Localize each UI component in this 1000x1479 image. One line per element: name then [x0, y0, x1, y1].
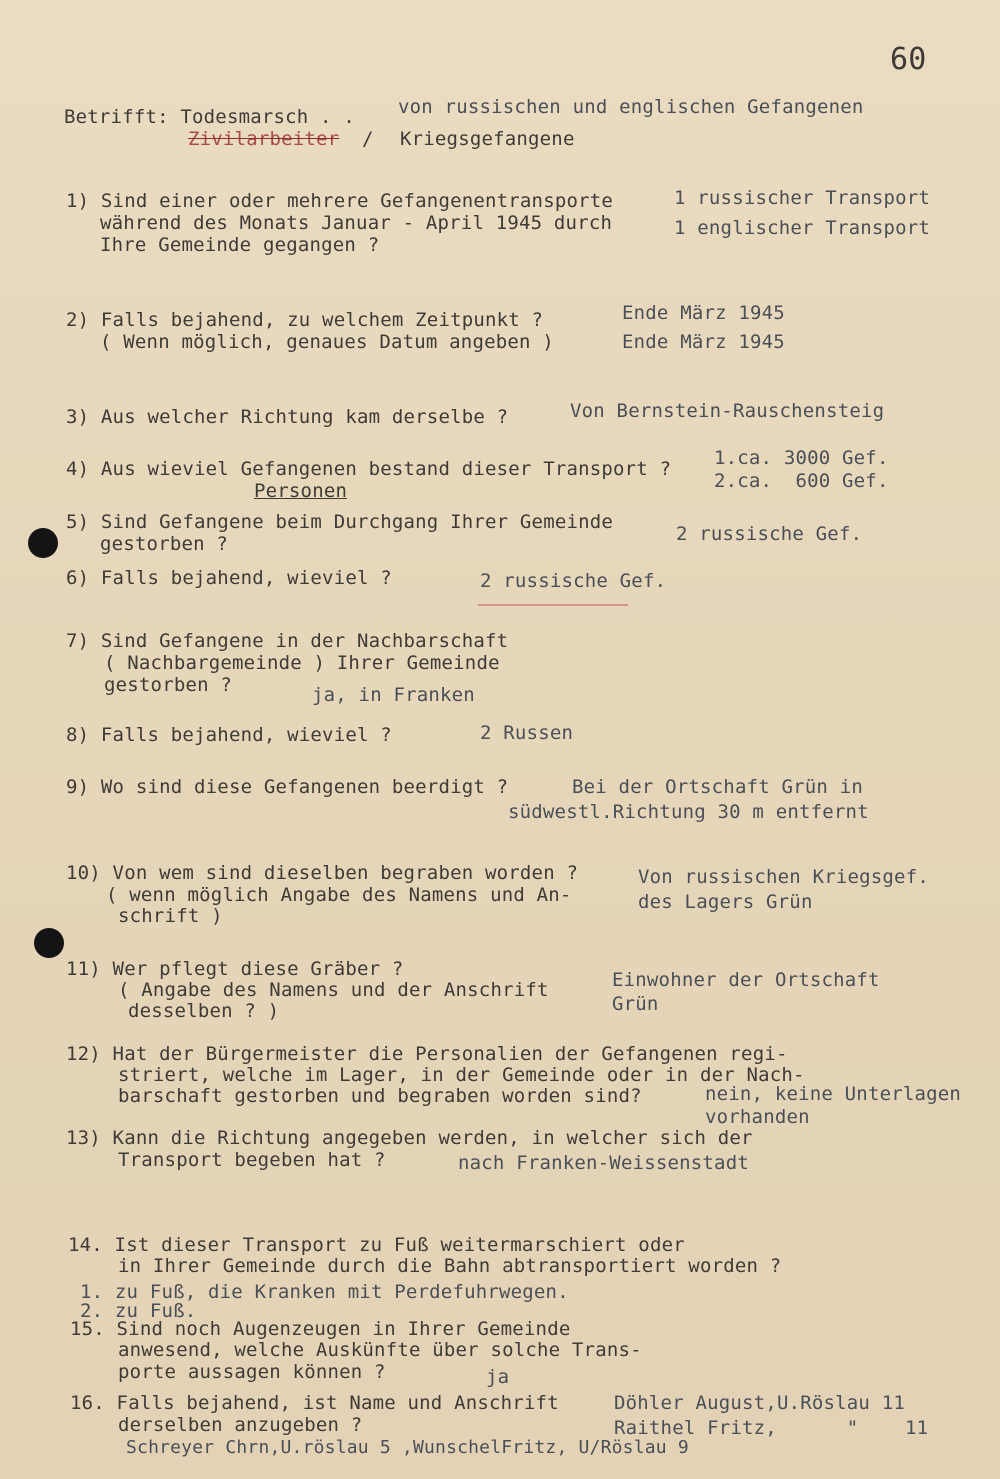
punch-hole — [28, 528, 58, 558]
q10-line-2: ( wenn möglich Angabe des Namens und An- — [106, 884, 572, 906]
q15-line-3: porte aussagen können ? — [118, 1361, 386, 1383]
q12-line-1: 12) Hat der Bürgermeister die Personalien der Gefangenen regi- — [66, 1043, 788, 1065]
q7-line-1: 7) Sind Gefangene in der Nachbarschaft — [66, 630, 509, 652]
q14-line-1: 14. Ist dieser Transport zu Fuß weitermarschiert oder — [68, 1234, 685, 1256]
q4-line-2: Personen — [254, 480, 348, 502]
red-underline — [478, 604, 628, 606]
q4-answer-1: 1.ca. 3000 Gef. — [714, 447, 889, 469]
q4-line-1: 4) Aus wieviel Gefangenen bestand dieser Transport ? — [66, 458, 672, 480]
q8-answer: 2 Russen — [480, 722, 574, 744]
q9-line-1: 9) Wo sind diese Gefangenen beerdigt ? — [66, 776, 509, 798]
subject-replacement: Kriegsgefangene — [400, 128, 575, 150]
q16-answer-3: Schreyer Chrn,U.röslau 5 ,WunschelFritz, U/Röslau 9 — [126, 1437, 689, 1458]
q5-line-1: 5) Sind Gefangene beim Durchgang Ihrer Gemeinde — [66, 511, 614, 533]
q16-line-1: 16. Falls bejahend, ist Name und Anschrift — [70, 1392, 559, 1414]
q14-answer-2: 2. zu Fuß. — [80, 1300, 197, 1322]
q15-answer: ja — [486, 1366, 510, 1388]
q4-answer-2: 2.ca. 600 Gef. — [714, 470, 889, 492]
q16-answer-2: Raithel Fritz, " 11 — [614, 1417, 929, 1439]
q11-line-1: 11) Wer pflegt diese Gräber ? — [66, 958, 404, 980]
q11-answer-1: Einwohner der Ortschaft — [612, 969, 880, 991]
q16-answer-1: Döhler August,U.Röslau 11 — [614, 1392, 905, 1414]
q2-answer-2: Ende März 1945 — [622, 331, 785, 353]
q7-line-2: ( Nachbargemeinde ) Ihrer Gemeinde — [104, 652, 500, 674]
q3-answer: Von Bernstein-Rauschensteig — [570, 400, 885, 422]
subject-label: Betrifft: Todesmarsch . . — [64, 106, 355, 128]
q1-line-2: während des Monats Januar - April 1945 durch — [100, 212, 613, 234]
q6-answer: 2 russische Gef. — [480, 570, 667, 592]
page-number: 60 — [890, 42, 927, 77]
q3-line-1: 3) Aus welcher Richtung kam derselbe ? — [66, 406, 509, 428]
q12-answer-1: nein, keine Unterlagen — [705, 1083, 962, 1105]
q9-answer-2: südwestl.Richtung 30 m entfernt — [508, 801, 869, 823]
q14-line-2: in Ihrer Gemeinde durch die Bahn abtransportiert worden ? — [118, 1255, 782, 1277]
subject-answer: von russischen und englischen Gefangenen — [398, 96, 864, 118]
q1-line-1: 1) Sind einer oder mehrere Gefangenentransporte — [66, 190, 614, 212]
q2-line-1: 2) Falls bejahend, zu welchem Zeitpunkt ? — [66, 309, 544, 331]
q12-line-3: barschaft gestorben und begraben worden sind? — [118, 1085, 642, 1107]
q5-line-2: gestorben ? — [100, 533, 229, 555]
q10-line-3: schrift ) — [118, 905, 223, 927]
q13-line-2: Transport begeben hat ? — [118, 1149, 386, 1171]
q6-line-1: 6) Falls bejahend, wieviel ? — [66, 567, 392, 589]
q15-line-1: 15. Sind noch Augenzeugen in Ihrer Gemeinde — [70, 1318, 571, 1340]
q10-line-1: 10) Von wem sind dieselben begraben worden ? — [66, 862, 579, 884]
punch-hole — [34, 928, 64, 958]
q9-answer-1: Bei der Ortschaft Grün in — [572, 776, 863, 798]
q1-answer-2: 1 englischer Transport — [674, 217, 931, 239]
q1-answer-1: 1 russischer Transport — [674, 187, 931, 209]
q10-answer-1: Von russischen Kriegsgef. — [638, 866, 929, 888]
q15-line-2: anwesend, welche Auskünfte über solche Trans- — [118, 1339, 642, 1361]
q5-answer: 2 russische Gef. — [676, 523, 863, 545]
subject-struck-text: Zivilarbeiter — [188, 128, 340, 150]
q16-line-2: derselben anzugeben ? — [118, 1414, 363, 1436]
q12-line-2: striert, welche im Lager, in der Gemeinde oder in der Nach- — [118, 1064, 805, 1086]
q7-line-3: gestorben ? — [104, 674, 233, 696]
q12-answer-2: vorhanden — [705, 1106, 810, 1128]
q7-answer: ja, in Franken — [312, 684, 475, 706]
q11-line-3: desselben ? ) — [128, 1000, 280, 1022]
q1-line-3: Ihre Gemeinde gegangen ? — [100, 234, 380, 256]
q11-answer-2: Grün — [612, 993, 659, 1015]
q2-answer-1: Ende März 1945 — [622, 302, 785, 324]
q13-line-1: 13) Kann die Richtung angegeben werden, in welcher sich der — [66, 1127, 753, 1149]
q13-answer: nach Franken-Weissenstadt — [458, 1152, 749, 1174]
q14-answer-1: 1. zu Fuß, die Kranken mit Perdefuhrwegen. — [80, 1281, 569, 1303]
subject-slash: / — [362, 128, 374, 150]
q10-answer-2: des Lagers Grün — [638, 891, 813, 913]
q11-line-2: ( Angabe des Namens und der Anschrift — [118, 979, 549, 1001]
q2-line-2: ( Wenn möglich, genaues Datum angeben ) — [100, 331, 554, 353]
q8-line-1: 8) Falls bejahend, wieviel ? — [66, 724, 392, 746]
